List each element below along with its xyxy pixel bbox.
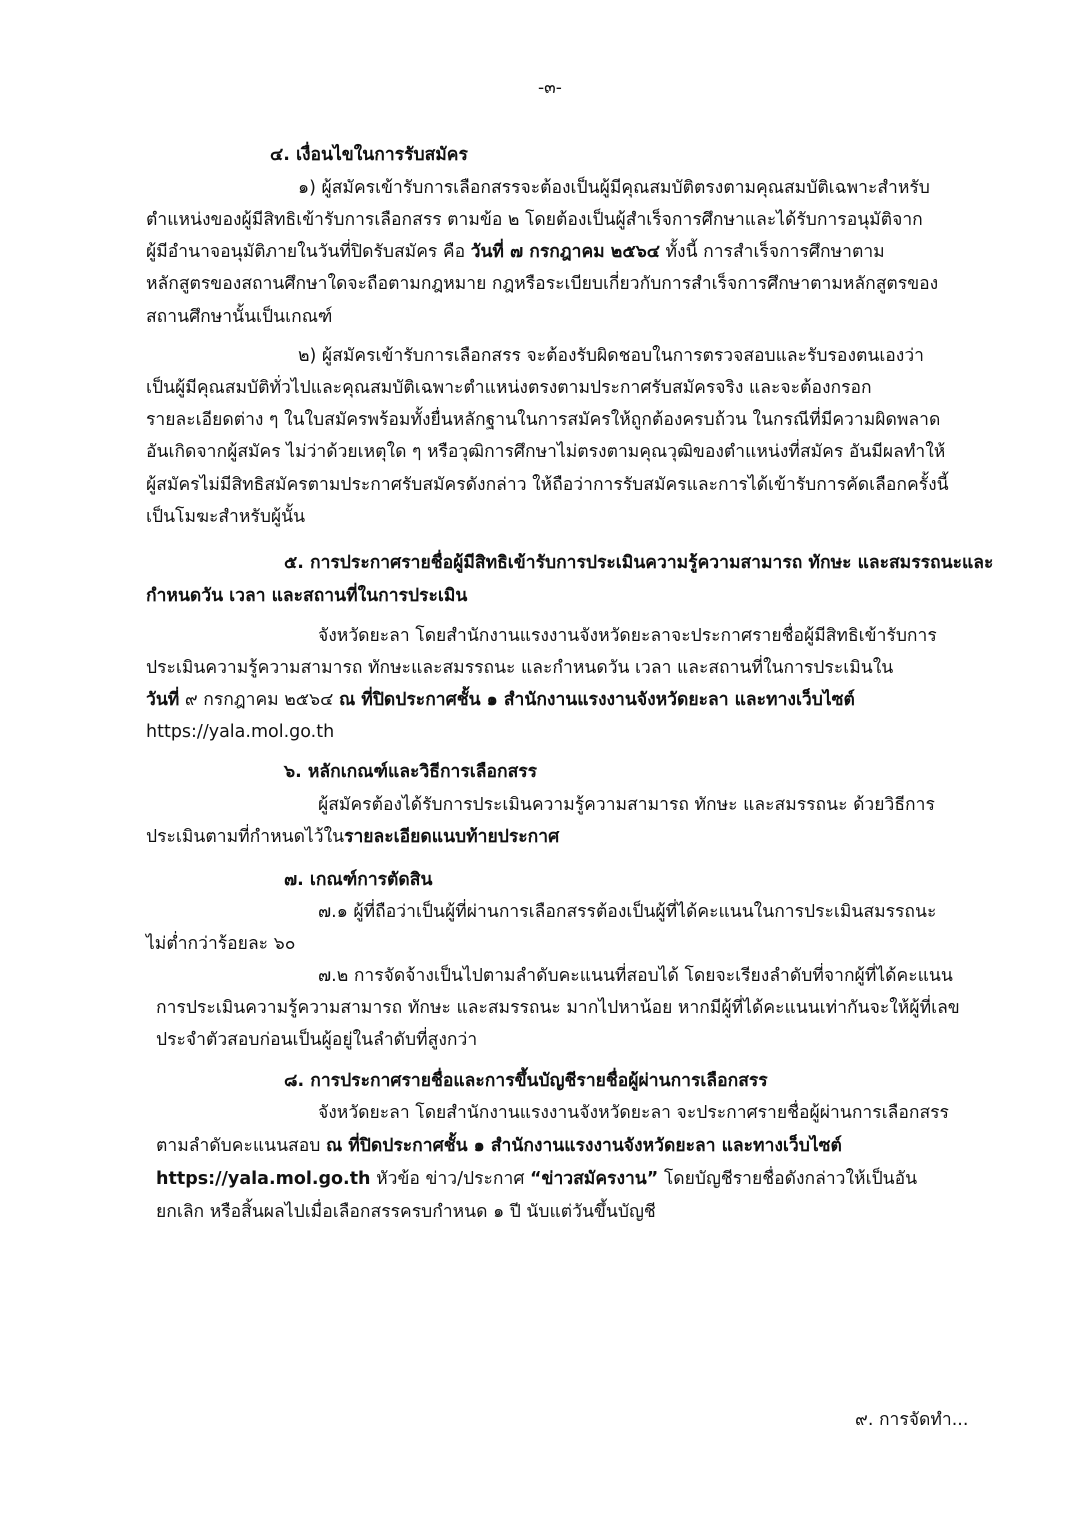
s7-line5: ประจำตัวสอบก่อนเป็นผู้อยู่ในลำดับที่สูงกว่า: [156, 1030, 478, 1050]
s4-p1-line3: ผู้มีอำนาจอนุมัติภายในวันที่ปิดรับสมัคร คือ วันที่ ๗ กรกฎาคม ๒๕๖๔ ทั้งนี้ การสำเร็จการศึกษาตาม: [146, 242, 885, 262]
s8-line1: จังหวัดยะลา โดยสำนักงานแรงงานจังหวัดยะลา จะประกาศรายชื่อผู้ผ่านการเลือกสรร: [318, 1103, 949, 1123]
s4-p1-line2: ตำแหน่งของผู้มีสิทธิเข้ารับการเลือกสรร ตามข้อ ๒ โดยต้องเป็นผู้สำเร็จการศึกษาและได้รับการอนุมัติจาก: [146, 210, 923, 230]
s5-line2: ประเมินความรู้ความสามารถ ทักษะและสมรรถนะ และกำหนดวัน เวลา และสถานที่ในการประเมินใน: [146, 658, 894, 678]
section-7-heading: ๗. เกณฑ์การตัดสิน: [284, 870, 433, 890]
s5-line1: จังหวัดยะลา โดยสำนักงานแรงงานจังหวัดยะลาจะประกาศรายชื่อผู้มีสิทธิเข้ารับการ: [318, 626, 937, 646]
s5-line3: วันที่ ๙ กรกฎาคม ๒๕๖๔ ณ ที่ปิดประกาศชั้น ๑ สำนักงานแรงงานจังหวัดยะลา และทางเว็บไซต์: [146, 690, 855, 710]
s4-p1-line1: ๑) ผู้สมัครเข้ารับการเลือกสรรจะต้องเป็นผู้มีคุณสมบัติตรงตามคุณสมบัติเฉพาะสำหรับ: [298, 178, 930, 198]
s4-p2-line6: เป็นโมฆะสำหรับผู้นั้น: [146, 507, 306, 527]
s6-line2: ประเมินตามที่กำหนดไว้ในรายละเอียดแนบท้ายประกาศ: [146, 827, 560, 847]
s5-website: https://yala.mol.go.th: [146, 722, 335, 742]
close-date: วันที่ ๗ กรกฎาคม ๒๕๖๔: [470, 242, 660, 262]
s8-website: https://yala.mol.go.th: [156, 1169, 371, 1189]
section-6-heading: ๖. หลักเกณฑ์และวิธีการเลือกสรร: [284, 762, 538, 782]
s4-p1-line4: หลักสูตรของสถานศึกษาใดจะถือตามกฎหมาย กฎหรือระเบียบเกี่ยวกับการสำเร็จการศึกษาตามหลักสูตรของ: [146, 274, 939, 294]
s7-line4: การประเมินความรู้ความสามารถ ทักษะ และสมรรถนะ มากไปหาน้อย หากมีผู้ที่ได้คะแนนเท่ากันจะให้ผู้ที่เลข: [156, 998, 960, 1018]
page-number: -๓-: [538, 78, 562, 98]
section-5-heading-line2: กำหนดวัน เวลา และสถานที่ในการประเมิน: [146, 586, 468, 606]
s8-line4: ยกเลิก หรือสิ้นผลไปเมื่อเลือกสรรครบกำหนด ๑ ปี นับแต่วันขึ้นบัญชี: [156, 1202, 656, 1222]
next-page-marker: ๙. การจัดทำ...: [855, 1410, 969, 1430]
s4-p2-line3: รายละเอียดต่าง ๆ ในใบสมัครพร้อมทั้งยื่นหลักฐานในการสมัครให้ถูกต้องครบถ้วน ในกรณีที่มีความผิดพลาด: [146, 410, 941, 430]
s7-line3: ๗.๒ การจัดจ้างเป็นไปตามลำดับคะแนนที่สอบได้ โดยจะเรียงลำดับที่จากผู้ที่ได้คะแนน: [318, 966, 953, 986]
s8-line2: ตามลำดับคะแนนสอบ ณ ที่ปิดประกาศชั้น ๑ สำนักงานแรงงานจังหวัดยะลา และทางเว็บไซต์: [156, 1136, 842, 1156]
s4-p2-line4: อันเกิดจากผู้สมัคร ไม่ว่าด้วยเหตุใด ๆ หรือวุฒิการศึกษาไม่ตรงตามคุณวุฒิของตำแหน่งที่สมัคร อันมีผลทำให้: [146, 442, 946, 462]
s8-line3: https://yala.mol.go.th หัวข้อ ข่าว/ประกาศ “ข่าวสมัครงาน” โดยบัญชีรายชื่อดังกล่าวให้เป็นอัน: [156, 1169, 918, 1189]
s4-p2-line1: ๒) ผู้สมัครเข้ารับการเลือกสรร จะต้องรับผิดชอบในการตรวจสอบและรับรองตนเองว่า: [298, 346, 925, 366]
s7-line1: ๗.๑ ผู้ที่ถือว่าเป็นผู้ที่ผ่านการเลือกสรรต้องเป็นผู้ที่ได้คะแนนในการประเมินสมรรถนะ: [318, 902, 937, 922]
s7-line2: ไม่ต่ำกว่าร้อยละ ๖๐: [146, 934, 296, 954]
s4-p2-line5: ผู้สมัครไม่มีสิทธิสมัครตามประกาศรับสมัครดังกล่าว ให้ถือว่าการรับสมัครและการได้เข้ารับการคัดเลือกครั้งนี้: [146, 475, 949, 495]
section-8-heading: ๘. การประกาศรายชื่อและการขึ้นบัญชีรายชื่อผู้ผ่านการเลือกสรร: [284, 1071, 768, 1091]
s6-line1: ผู้สมัครต้องได้รับการประเมินความรู้ความสามารถ ทักษะ และสมรรถนะ ด้วยวิธีการ: [318, 795, 935, 815]
section-5-heading-line1: ๕. การประกาศรายชื่อผู้มีสิทธิเข้ารับการประเมินความรู้ความสามารถ ทักษะ และสมรรถนะและ: [284, 553, 994, 573]
section-4-heading: ๔. เงื่อนไขในการรับสมัคร: [270, 145, 468, 165]
s4-p2-line2: เป็นผู้มีคุณสมบัติทั่วไปและคุณสมบัติเฉพาะตำแหน่งตรงตามประกาศรับสมัครจริง และจะต้องกรอก: [146, 378, 872, 398]
s4-p1-line5: สถานศึกษานั้นเป็นเกณฑ์: [146, 307, 333, 327]
